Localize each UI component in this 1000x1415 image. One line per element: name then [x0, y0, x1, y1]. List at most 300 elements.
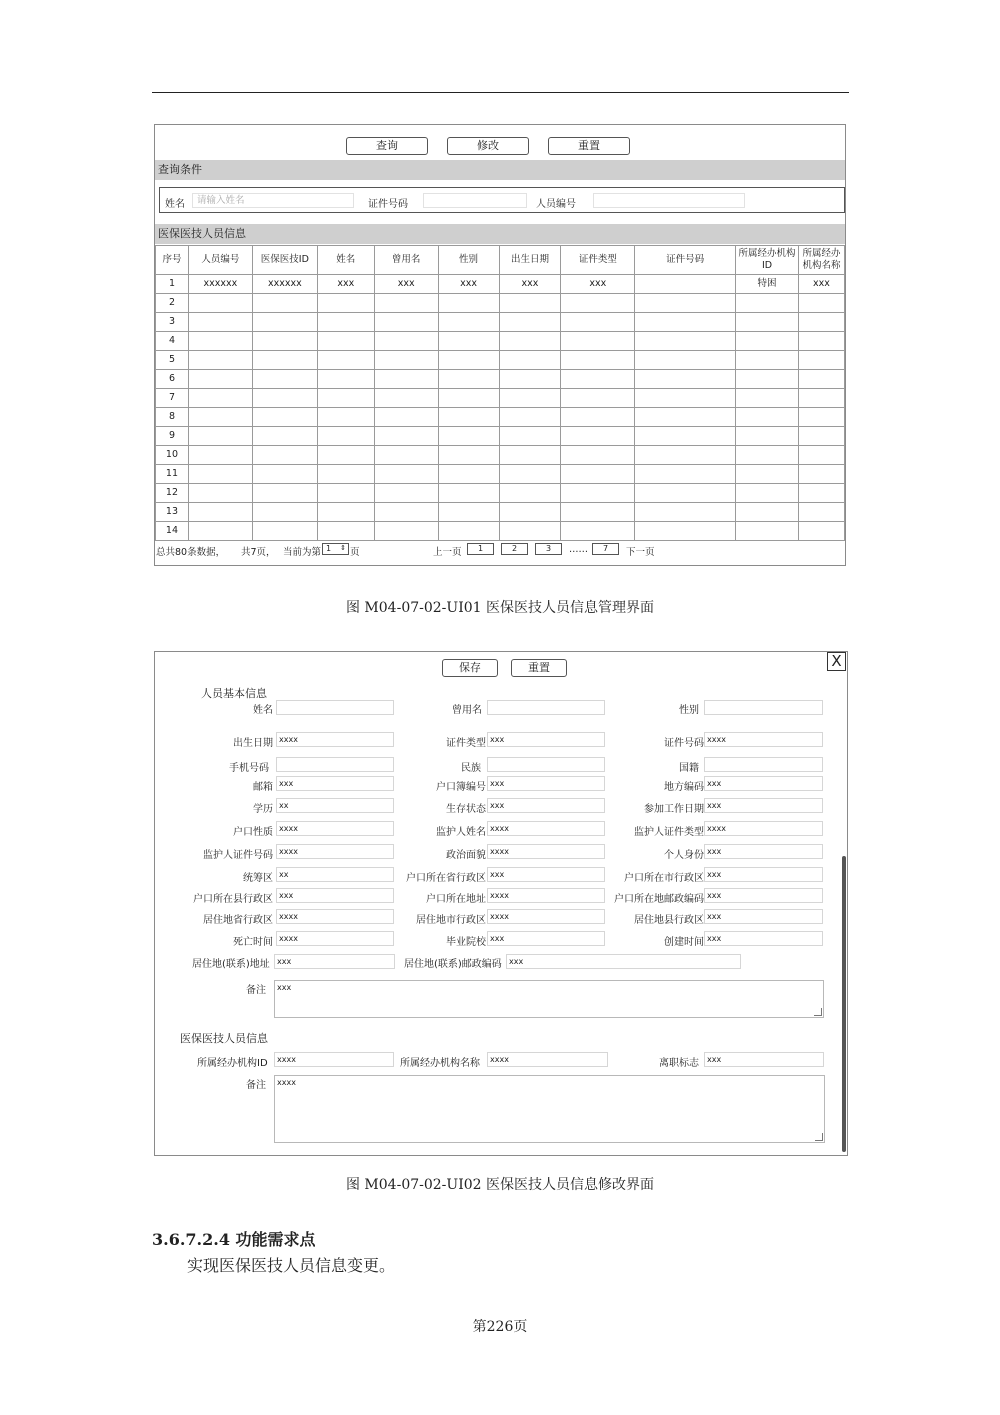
table-cell: xxx: [374, 275, 438, 294]
table-cell: [252, 332, 317, 351]
next-page-link[interactable]: 下一页: [626, 547, 655, 558]
table-cell: [317, 370, 374, 389]
leave-flag-label: 离职标志: [659, 1058, 699, 1069]
table-cell: [561, 408, 635, 427]
idno-input[interactable]: [423, 193, 527, 208]
table-cell: [561, 484, 635, 503]
section-heading: 3.6.7.2.4 功能需求点: [152, 1230, 316, 1249]
clipped-input[interactable]: [487, 757, 605, 772]
table-cell: [374, 351, 438, 370]
agency-name-label: 所属经办机构名称: [400, 1058, 480, 1069]
table-cell: [188, 522, 252, 541]
table-row[interactable]: [156, 446, 845, 465]
table-cell: [499, 389, 561, 408]
table-cell: [736, 408, 799, 427]
query-section-title: 查询条件: [155, 160, 845, 180]
staffno-label: 人员编号: [536, 199, 576, 210]
table-cell: [499, 351, 561, 370]
clipped-label: 民族: [461, 763, 481, 774]
table-cell: [561, 427, 635, 446]
modify-button[interactable]: 修改: [447, 137, 529, 155]
table-cell: [635, 522, 736, 541]
table-cell: [374, 465, 438, 484]
field-input[interactable]: xxx: [487, 931, 605, 946]
remark-textarea[interactable]: [274, 980, 824, 1018]
field-input[interactable]: xxx: [704, 844, 823, 859]
field-input[interactable]: xxxx: [487, 844, 605, 859]
residence-address-label: 居住地(联系)地址: [192, 959, 270, 970]
remark2-value: xxxx: [277, 1078, 296, 1087]
table-cell: [252, 389, 317, 408]
table-cell: [317, 484, 374, 503]
table-cell: [635, 370, 736, 389]
field-input[interactable]: xxx: [487, 776, 605, 791]
table-cell: [252, 313, 317, 332]
table-cell: [736, 427, 799, 446]
table-cell: [736, 484, 799, 503]
table-cell: [561, 389, 635, 408]
table-cell: [499, 484, 561, 503]
name-input[interactable]: 请输入姓名: [192, 193, 354, 208]
table-cell: [252, 503, 317, 522]
table-cell: [635, 408, 736, 427]
residence-zip-input[interactable]: xxx: [506, 954, 741, 969]
remark2-textarea[interactable]: [274, 1075, 825, 1143]
table-cell: [438, 446, 499, 465]
field-input[interactable]: xxx: [487, 732, 605, 747]
table-cell: 7: [156, 389, 189, 408]
query-button[interactable]: 查询: [346, 137, 428, 155]
field-label: 参加工作日期: [644, 804, 704, 815]
table-cell: [736, 522, 799, 541]
field-label: 户口所在县行政区: [193, 894, 273, 905]
agency-id-input[interactable]: xxxx: [274, 1052, 394, 1067]
table-cell: [252, 408, 317, 427]
field-input[interactable]: xxxx: [487, 909, 605, 924]
table-cell: [252, 370, 317, 389]
medtech-info-title: 医保医技人员信息: [180, 1032, 268, 1045]
table-cell: 1: [156, 275, 189, 294]
table-cell: [252, 484, 317, 503]
field-input[interactable]: xxxx: [276, 909, 394, 924]
table-cell: 10: [156, 446, 189, 465]
table-cell: [374, 427, 438, 446]
table-cell: [438, 484, 499, 503]
select-arrows-icon: ⇕: [340, 544, 346, 552]
table-cell: [438, 465, 499, 484]
field-label: 监护人姓名: [436, 827, 486, 838]
table-row[interactable]: [156, 275, 845, 294]
column-header: 序号: [156, 246, 189, 275]
agency-id-label: 所属经办机构ID: [197, 1058, 268, 1069]
table-cell: [188, 503, 252, 522]
field-label: 证件类型: [446, 738, 486, 749]
table-cell: [499, 408, 561, 427]
table-cell: [798, 351, 844, 370]
clipped-row-1: [155, 707, 845, 716]
field-input[interactable]: xxxx: [487, 821, 605, 836]
table-cell: [317, 313, 374, 332]
table-cell: [499, 332, 561, 351]
residence-address-input[interactable]: xxx: [274, 954, 395, 969]
table-row[interactable]: [156, 351, 845, 370]
clipped-label: 姓名: [253, 705, 273, 716]
table-cell: [499, 465, 561, 484]
prev-page-link[interactable]: 上一页: [433, 547, 462, 558]
field-input[interactable]: xxx: [704, 909, 823, 924]
table-cell: [188, 332, 252, 351]
table-cell: [374, 503, 438, 522]
table-cell: [188, 313, 252, 332]
table-cell: 13: [156, 503, 189, 522]
field-input[interactable]: xxx: [276, 888, 394, 903]
page-last-button[interactable]: 7: [592, 543, 619, 555]
table-row[interactable]: [156, 503, 845, 522]
table-row[interactable]: [156, 484, 845, 503]
table-cell: [188, 465, 252, 484]
field-input[interactable]: xxx: [704, 931, 823, 946]
table-cell: [438, 294, 499, 313]
table-cell: [317, 294, 374, 313]
table-cell: [317, 522, 374, 541]
table-cell: [635, 332, 736, 351]
table-cell: [561, 332, 635, 351]
table-cell: [635, 275, 736, 294]
field-label: 户口所在市行政区: [624, 873, 704, 884]
table-cell: 9: [156, 427, 189, 446]
remark-label: 备注: [246, 985, 266, 996]
table-cell: [438, 313, 499, 332]
field-label: 户口性质: [233, 827, 273, 838]
field-input[interactable]: xxxx: [276, 844, 394, 859]
close-icon[interactable]: X: [827, 652, 846, 671]
table-cell: [499, 313, 561, 332]
table-cell: [374, 522, 438, 541]
table-cell: [188, 294, 252, 313]
table-cell: [317, 446, 374, 465]
save-button[interactable]: 保存: [442, 659, 498, 677]
table-cell: [736, 446, 799, 465]
remark2-label: 备注: [246, 1080, 266, 1091]
clipped-row-2: [155, 757, 845, 774]
table-row[interactable]: [156, 370, 845, 389]
table-cell: [635, 351, 736, 370]
table-cell: [635, 389, 736, 408]
field-input[interactable]: xx: [276, 867, 394, 882]
field-label: 统筹区: [243, 873, 273, 884]
field-label: 居住地县行政区: [634, 915, 704, 926]
table-cell: 5: [156, 351, 189, 370]
agency-name-input[interactable]: xxxx: [487, 1052, 608, 1067]
table-cell: [798, 522, 844, 541]
table-cell: [499, 370, 561, 389]
table-cell: [374, 408, 438, 427]
table-cell: [438, 408, 499, 427]
table-cell: [736, 313, 799, 332]
idno-label: 证件号码: [368, 199, 408, 210]
clipped-input[interactable]: [704, 757, 823, 772]
section-body: 实现医保医技人员信息变更。: [187, 1256, 396, 1275]
table-cell: [374, 370, 438, 389]
table-cell: [798, 427, 844, 446]
total-count: 总共80条数据，: [156, 547, 226, 558]
table-row[interactable]: [156, 465, 845, 484]
query-form: [159, 187, 845, 213]
field-label: 监护人证件类型: [634, 827, 704, 838]
clipped-label: 国籍: [679, 763, 699, 774]
field-label: 出生日期: [233, 738, 273, 749]
table-cell: [635, 427, 736, 446]
clipped-input[interactable]: [704, 700, 823, 715]
clipped-input[interactable]: [276, 700, 394, 715]
column-header: 所属经办机构名称: [798, 246, 844, 275]
page-1-button[interactable]: 1: [467, 543, 494, 555]
field-label: 户口簿编号: [436, 782, 486, 793]
column-header: 性别: [438, 246, 499, 275]
table-cell: 特困: [736, 275, 799, 294]
table-cell: [798, 313, 844, 332]
table-cell: [736, 389, 799, 408]
table-cell: [317, 427, 374, 446]
table-cell: [188, 370, 252, 389]
table-cell: [317, 332, 374, 351]
table-cell: xxx: [317, 275, 374, 294]
residence-zip-label: 居住地(联系)邮政编码: [404, 959, 502, 970]
table-cell: [635, 446, 736, 465]
reset-button[interactable]: 重置: [548, 137, 630, 155]
table-cell: [798, 503, 844, 522]
field-label: 政治面貌: [446, 850, 486, 861]
resize-grip-icon[interactable]: [814, 1008, 822, 1016]
table-cell: xxxxxx: [252, 275, 317, 294]
table-cell: [561, 446, 635, 465]
field-input[interactable]: xxx: [276, 776, 394, 791]
table-cell: [736, 465, 799, 484]
table-cell: [798, 408, 844, 427]
pagination: [155, 542, 845, 560]
table-cell: [798, 446, 844, 465]
reset-button-2[interactable]: 重置: [511, 659, 567, 677]
table-cell: xxx: [438, 275, 499, 294]
field-label: 邮箱: [253, 782, 273, 793]
column-header: 人员编号: [188, 246, 252, 275]
column-header: 证件号码: [635, 246, 736, 275]
table-cell: [635, 484, 736, 503]
table-row[interactable]: [156, 389, 845, 408]
figure2-caption: 图 M04-07-02-UI02 医保医技人员信息修改界面: [345, 1177, 654, 1193]
table-cell: [561, 370, 635, 389]
table-cell: [252, 522, 317, 541]
table-cell: [561, 465, 635, 484]
table-cell: [317, 351, 374, 370]
table-row[interactable]: [156, 427, 845, 446]
table-cell: 14: [156, 522, 189, 541]
field-input[interactable]: xxxx: [276, 821, 394, 836]
page-count: 共7页，: [241, 547, 276, 558]
figure1-caption: 图 M04-07-02-UI01 医保医技人员信息管理界面: [345, 600, 654, 616]
table-cell: 12: [156, 484, 189, 503]
table-cell: [374, 332, 438, 351]
table-cell: [317, 389, 374, 408]
leave-flag-input[interactable]: xxx: [704, 1052, 824, 1067]
table-cell: xxx: [499, 275, 561, 294]
table-cell: [635, 313, 736, 332]
field-input[interactable]: xxx: [704, 798, 823, 813]
table-cell: [736, 503, 799, 522]
table-cell: [317, 503, 374, 522]
column-header: 曾用名: [374, 246, 438, 275]
table-cell: [438, 427, 499, 446]
column-header: 姓名: [317, 246, 374, 275]
field-input[interactable]: xxxx: [704, 732, 823, 747]
scrollbar[interactable]: [842, 856, 846, 1152]
table-cell: [635, 294, 736, 313]
table-row[interactable]: [156, 294, 845, 313]
field-input[interactable]: xxx: [704, 888, 823, 903]
table-cell: [736, 370, 799, 389]
table-cell: [499, 503, 561, 522]
table-cell: [252, 446, 317, 465]
clipped-label: 手机号码: [229, 763, 269, 774]
table-cell: [736, 294, 799, 313]
table-cell: [188, 484, 252, 503]
field-label: 居住地省行政区: [203, 915, 273, 926]
table-cell: [798, 370, 844, 389]
table-cell: [252, 465, 317, 484]
table-cell: 11: [156, 465, 189, 484]
table-cell: [252, 427, 317, 446]
table-cell: xxxxxx: [188, 275, 252, 294]
name-label: 姓名: [165, 199, 185, 210]
table-cell: [561, 522, 635, 541]
table-cell: [188, 427, 252, 446]
table-cell: [374, 313, 438, 332]
field-input[interactable]: xxxx: [487, 888, 605, 903]
clipped-input[interactable]: [276, 757, 394, 772]
table-row[interactable]: [156, 408, 845, 427]
table-cell: [499, 446, 561, 465]
table-row[interactable]: [156, 522, 845, 541]
field-input[interactable]: xxx: [704, 776, 823, 791]
table-cell: [438, 370, 499, 389]
table-cell: 4: [156, 332, 189, 351]
page-2-button[interactable]: 2: [501, 543, 528, 555]
current-page-value: 1: [326, 544, 332, 553]
table-cell: [499, 294, 561, 313]
field-input[interactable]: xxxx: [276, 732, 394, 747]
page-ellipsis: ……: [569, 544, 588, 555]
column-header: 所属经办机构ID: [736, 246, 799, 275]
table-cell: [188, 408, 252, 427]
table-cell: [798, 484, 844, 503]
header-rule: [152, 92, 849, 93]
table-cell: xxx: [561, 275, 635, 294]
current-page-select[interactable]: [322, 543, 349, 555]
table-cell: [438, 522, 499, 541]
current-page-suffix: 页: [350, 547, 360, 558]
field-input[interactable]: xx: [276, 798, 394, 813]
field-input[interactable]: xxx: [487, 798, 605, 813]
table-cell: 2: [156, 294, 189, 313]
table-cell: 3: [156, 313, 189, 332]
field-input[interactable]: xxxx: [276, 931, 394, 946]
field-label: 毕业院校: [446, 937, 486, 948]
table-cell: [499, 427, 561, 446]
remark-value: xxx: [277, 983, 292, 992]
table-cell: [374, 294, 438, 313]
table-cell: [252, 294, 317, 313]
staffno-input[interactable]: [593, 193, 745, 208]
table-cell: [438, 332, 499, 351]
table-cell: [188, 446, 252, 465]
field-label: 死亡时间: [233, 937, 273, 948]
field-label: 证件号码: [664, 738, 704, 749]
table-cell: [374, 389, 438, 408]
table-cell: [635, 503, 736, 522]
field-input[interactable]: xxx: [704, 867, 823, 882]
figure-edit-ui: [154, 651, 848, 1156]
clipped-label: 性别: [679, 705, 699, 716]
table-cell: xxx: [798, 275, 844, 294]
table-cell: [798, 294, 844, 313]
table-cell: [499, 522, 561, 541]
field-label: 学历: [253, 804, 273, 815]
table-cell: [798, 389, 844, 408]
clipped-label: 曾用名: [452, 705, 482, 716]
field-label: 居住地市行政区: [416, 915, 486, 926]
table-row[interactable]: [156, 313, 845, 332]
table-cell: [798, 465, 844, 484]
table-cell: [561, 351, 635, 370]
table-section-title: 医保医技人员信息: [155, 224, 845, 244]
field-label: 个人身份: [664, 850, 704, 861]
table-cell: 8: [156, 408, 189, 427]
table-cell: [188, 389, 252, 408]
table-cell: [374, 446, 438, 465]
current-page-prefix: 当前为第: [283, 547, 322, 558]
table-cell: [798, 332, 844, 351]
field-input[interactable]: xxx: [487, 867, 605, 882]
field-label: 户口所在地址: [426, 894, 486, 905]
table-cell: [561, 503, 635, 522]
column-header: 医保医技ID: [252, 246, 317, 275]
field-label: 生存状态: [446, 804, 486, 815]
field-label: 监护人证件号码: [203, 850, 273, 861]
table-cell: [438, 389, 499, 408]
page-number: 第226页: [472, 1319, 528, 1335]
clipped-input[interactable]: [487, 700, 605, 715]
table-cell: [188, 351, 252, 370]
table-cell: [438, 351, 499, 370]
table-cell: [736, 351, 799, 370]
table-row[interactable]: [156, 332, 845, 351]
resize-grip-icon[interactable]: [815, 1133, 823, 1141]
table-cell: [561, 313, 635, 332]
table-cell: [252, 351, 317, 370]
table-cell: [561, 294, 635, 313]
table-cell: [438, 503, 499, 522]
column-header: 证件类型: [561, 246, 635, 275]
basic-info-title: 人员基本信息: [201, 687, 267, 700]
field-label: 户口所在地邮政编码: [614, 894, 704, 905]
figure-management-ui: [154, 124, 846, 566]
field-label: 创建时间: [664, 937, 704, 948]
page-3-button[interactable]: 3: [535, 543, 562, 555]
field-input[interactable]: xxxx: [704, 821, 823, 836]
field-label: 地方编码: [664, 782, 704, 793]
table-cell: [317, 408, 374, 427]
field-label: 户口所在省行政区: [406, 873, 486, 884]
